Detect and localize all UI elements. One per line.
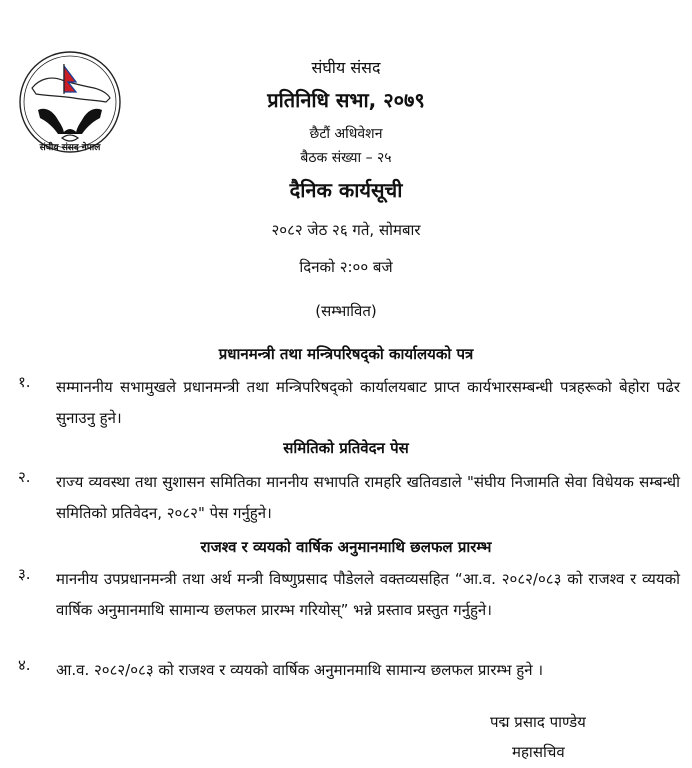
agenda-item-number: ४. <box>18 656 31 674</box>
section-heading: प्रधानमन्त्री तथा मन्त्रिपरिषद्को कार्यालयको पत्र <box>218 345 474 363</box>
agenda-item-number: ३. <box>18 565 31 583</box>
page-title: दैनिक कार्यसूची <box>289 178 403 202</box>
session-label: छैटौं अधिवेशन <box>309 126 383 142</box>
agenda-item-text: आ.व. २०८२/०८३ को राजश्व र व्ययको वार्षिक अनुमानमाथि सामान्य छलफल प्रारम्भ हुने । <box>56 661 544 679</box>
parliament-name: संघीय संसद <box>311 58 381 77</box>
meeting-number: बैठक संख्या – २५ <box>300 150 392 166</box>
agenda-item-text: सम्माननीय सभामुखले प्रधानमन्त्री तथा मन्त्रिपरिषद्को कार्यालयबाट प्राप्त कार्यभारसम्बन्धी पत्रहरूको बेहोरा पढेर सुनाउनु हुने। <box>56 378 680 427</box>
signatory-designation: महासचिव <box>512 743 565 761</box>
house-name: प्रतिनिधि सभा, २०७९ <box>267 88 425 112</box>
agenda-item-number: २. <box>18 468 31 486</box>
section-heading: समितिको प्रतिवेदन पेस <box>283 439 409 457</box>
agenda-item-text: माननीय उपप्रधानमन्त्री तथा अर्थ मन्त्री विष्णुप्रसाद पौडेलले वक्तव्यसहित “आ.व. २०८२/०८३ को राजश्व र व्ययको वार्षिक अनुमानमाथि सामान्य छलफल प्रारम्भ गरियोस्” भन्ने प्रस्ताव प्रस्तुत गर्नुहुने। <box>56 570 680 619</box>
meeting-date: २०८२ जेठ २६ गते, सोमबार <box>271 221 421 239</box>
emblem-caption: संघीय संसद नेपाल <box>39 143 101 153</box>
signatory-name: पद्म प्रसाद पाण्डेय <box>490 713 586 731</box>
agenda-item-text: राज्य व्यवस्था तथा सुशासन समितिका माननीय सभापति रामहरि खतिवडाले "संघीय निजामति सेवा विधेयक सम्बन्धी समितिको प्रतिवेदन, २०८२" पेस गर्नुहुने। <box>56 473 680 522</box>
probable-note: (सम्भावित) <box>315 302 377 320</box>
agenda-item-number: १. <box>18 373 31 391</box>
meeting-time: दिनको २:०० बजे <box>299 258 393 276</box>
section-heading: राजश्व र व्ययको वार्षिक अनुमानमाथि छलफल प्रारम्भ <box>200 538 492 556</box>
